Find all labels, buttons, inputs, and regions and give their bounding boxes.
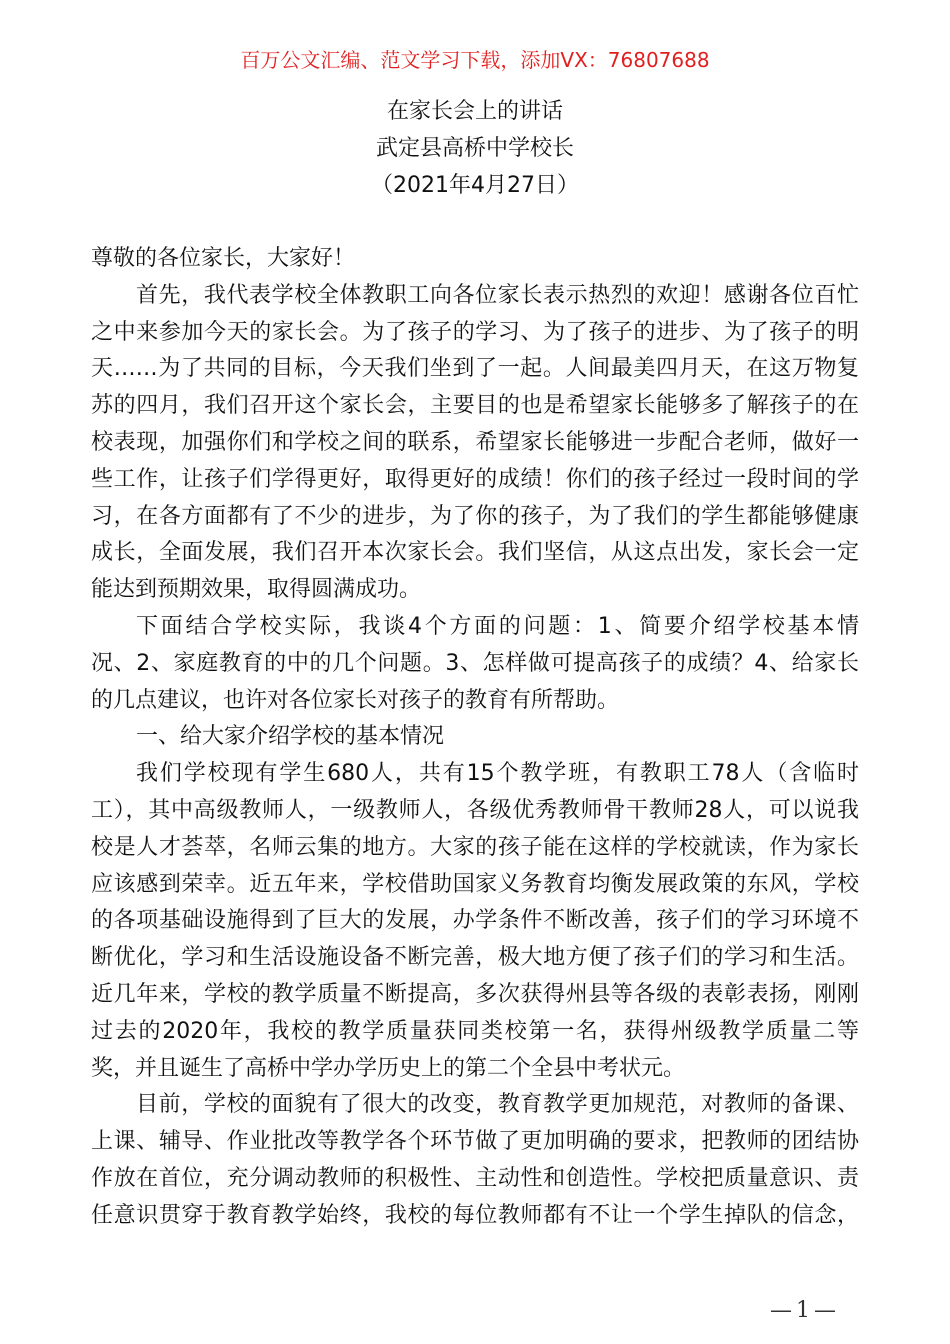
text-line: 断优化，学习和生活设施设备不断完善，极大地方便了孩子们的学习和生活。	[91, 945, 859, 971]
text-line: 能达到预期效果，取得圆满成功。	[91, 577, 422, 603]
document-date: （2021年4月27日）	[371, 172, 579, 198]
text-line: 些工作，让孩子们学得更好，取得更好的成绩！你们的孩子经过一段时间的学	[91, 466, 859, 492]
text-line: 之中来参加今天的家长会。为了孩子的学习、为了孩子的进步、为了孩子的明	[91, 319, 859, 345]
text-line: 校表现，加强你们和学校之间的联系，希望家长能够进一步配合老师，做好一	[91, 429, 859, 455]
text-line: 奖，并且诞生了高桥中学办学历史上的第二个全县中考状元。	[91, 1055, 686, 1081]
paragraph	[91, 1087, 859, 1234]
document-body	[91, 241, 859, 1235]
paragraph	[91, 278, 859, 609]
text-line: 校是人才荟萃，名师云集的地方。大家的孩子能在这样的学校就读，作为家长	[91, 834, 859, 860]
text-line: 作放在首位，充分调动教师的积极性、主动性和创造性。学校把质量意识、责	[91, 1165, 859, 1191]
document-author: 武定县高桥中学校长	[375, 135, 574, 161]
text-line: 近几年来，学校的教学质量不断提高，多次获得州县等各级的表彰表扬，刚刚	[91, 981, 859, 1007]
text-line: 任意识贯穿于教育教学始终，我校的每位教师都有不让一个学生掉队的信念，	[91, 1202, 859, 1228]
text-line: 我们学校现有学生680人，共有15个教学班，有教职工78人（含临时	[136, 761, 859, 787]
paragraph	[91, 756, 859, 1087]
text-line: 况、2、家庭教育的中的几个问题。3、怎样做可提高孩子的成绩？4、给家长	[91, 650, 859, 676]
page-number: —1—	[770, 1298, 840, 1323]
text-line: 下面结合学校实际，我谈4个方面的问题：1、简要介绍学校基本情	[136, 613, 859, 639]
text-line: 尊敬的各位家长，大家好！	[91, 246, 356, 271]
paragraph	[91, 609, 859, 719]
text-line: 天……为了共同的目标，今天我们坐到了一起。人间最美四月天，在这万物复	[91, 356, 859, 382]
paragraph	[91, 241, 859, 278]
text-line: 首先，我代表学校全体教职工向各位家长表示热烈的欢迎！感谢各位百忙	[136, 282, 859, 308]
text-line: 上课、辅导、作业批改等教学各个环节做了更加明确的要求，把教师的团结协	[91, 1129, 859, 1155]
paragraph	[91, 719, 859, 756]
text-line: 苏的四月，我们召开这个家长会，主要目的也是希望家长能够多了解孩子的在	[91, 393, 859, 419]
text-line: 的几点建议，也许对各位家长对孩子的教育有所帮助。	[91, 687, 620, 713]
document-header	[0, 94, 950, 204]
text-line: 的各项基础设施得到了巨大的发展，办学条件不断改善，孩子们的学习环境不	[91, 908, 859, 934]
text-line: 过去的2020年，我校的教学质量获同类校第一名，获得州级教学质量二等	[91, 1018, 859, 1044]
text-line: 应该感到荣幸。近五年来，学校借助国家义务教育均衡发展政策的东风，学校	[91, 871, 859, 897]
watermark-banner: 百万公文汇编、范文学习下载，添加VX：76807688	[240, 48, 710, 72]
text-line: 一、给大家介绍学校的基本情况	[136, 724, 445, 750]
text-line: 工），其中高级教师人，一级教师人，各级优秀教师骨干教师28人，可以说我	[91, 797, 859, 823]
text-line: 成长，全面发展，我们召开本次家长会。我们坚信，从这点出发，家长会一定	[91, 540, 859, 566]
document-title: 在家长会上的讲话	[386, 99, 563, 124]
text-line: 目前，学校的面貌有了很大的改变，教育教学更加规范，对教师的备课、	[136, 1092, 859, 1118]
text-line: 习，在各方面都有了不少的进步，为了你的孩子，为了我们的学生都能够健康	[91, 503, 859, 529]
